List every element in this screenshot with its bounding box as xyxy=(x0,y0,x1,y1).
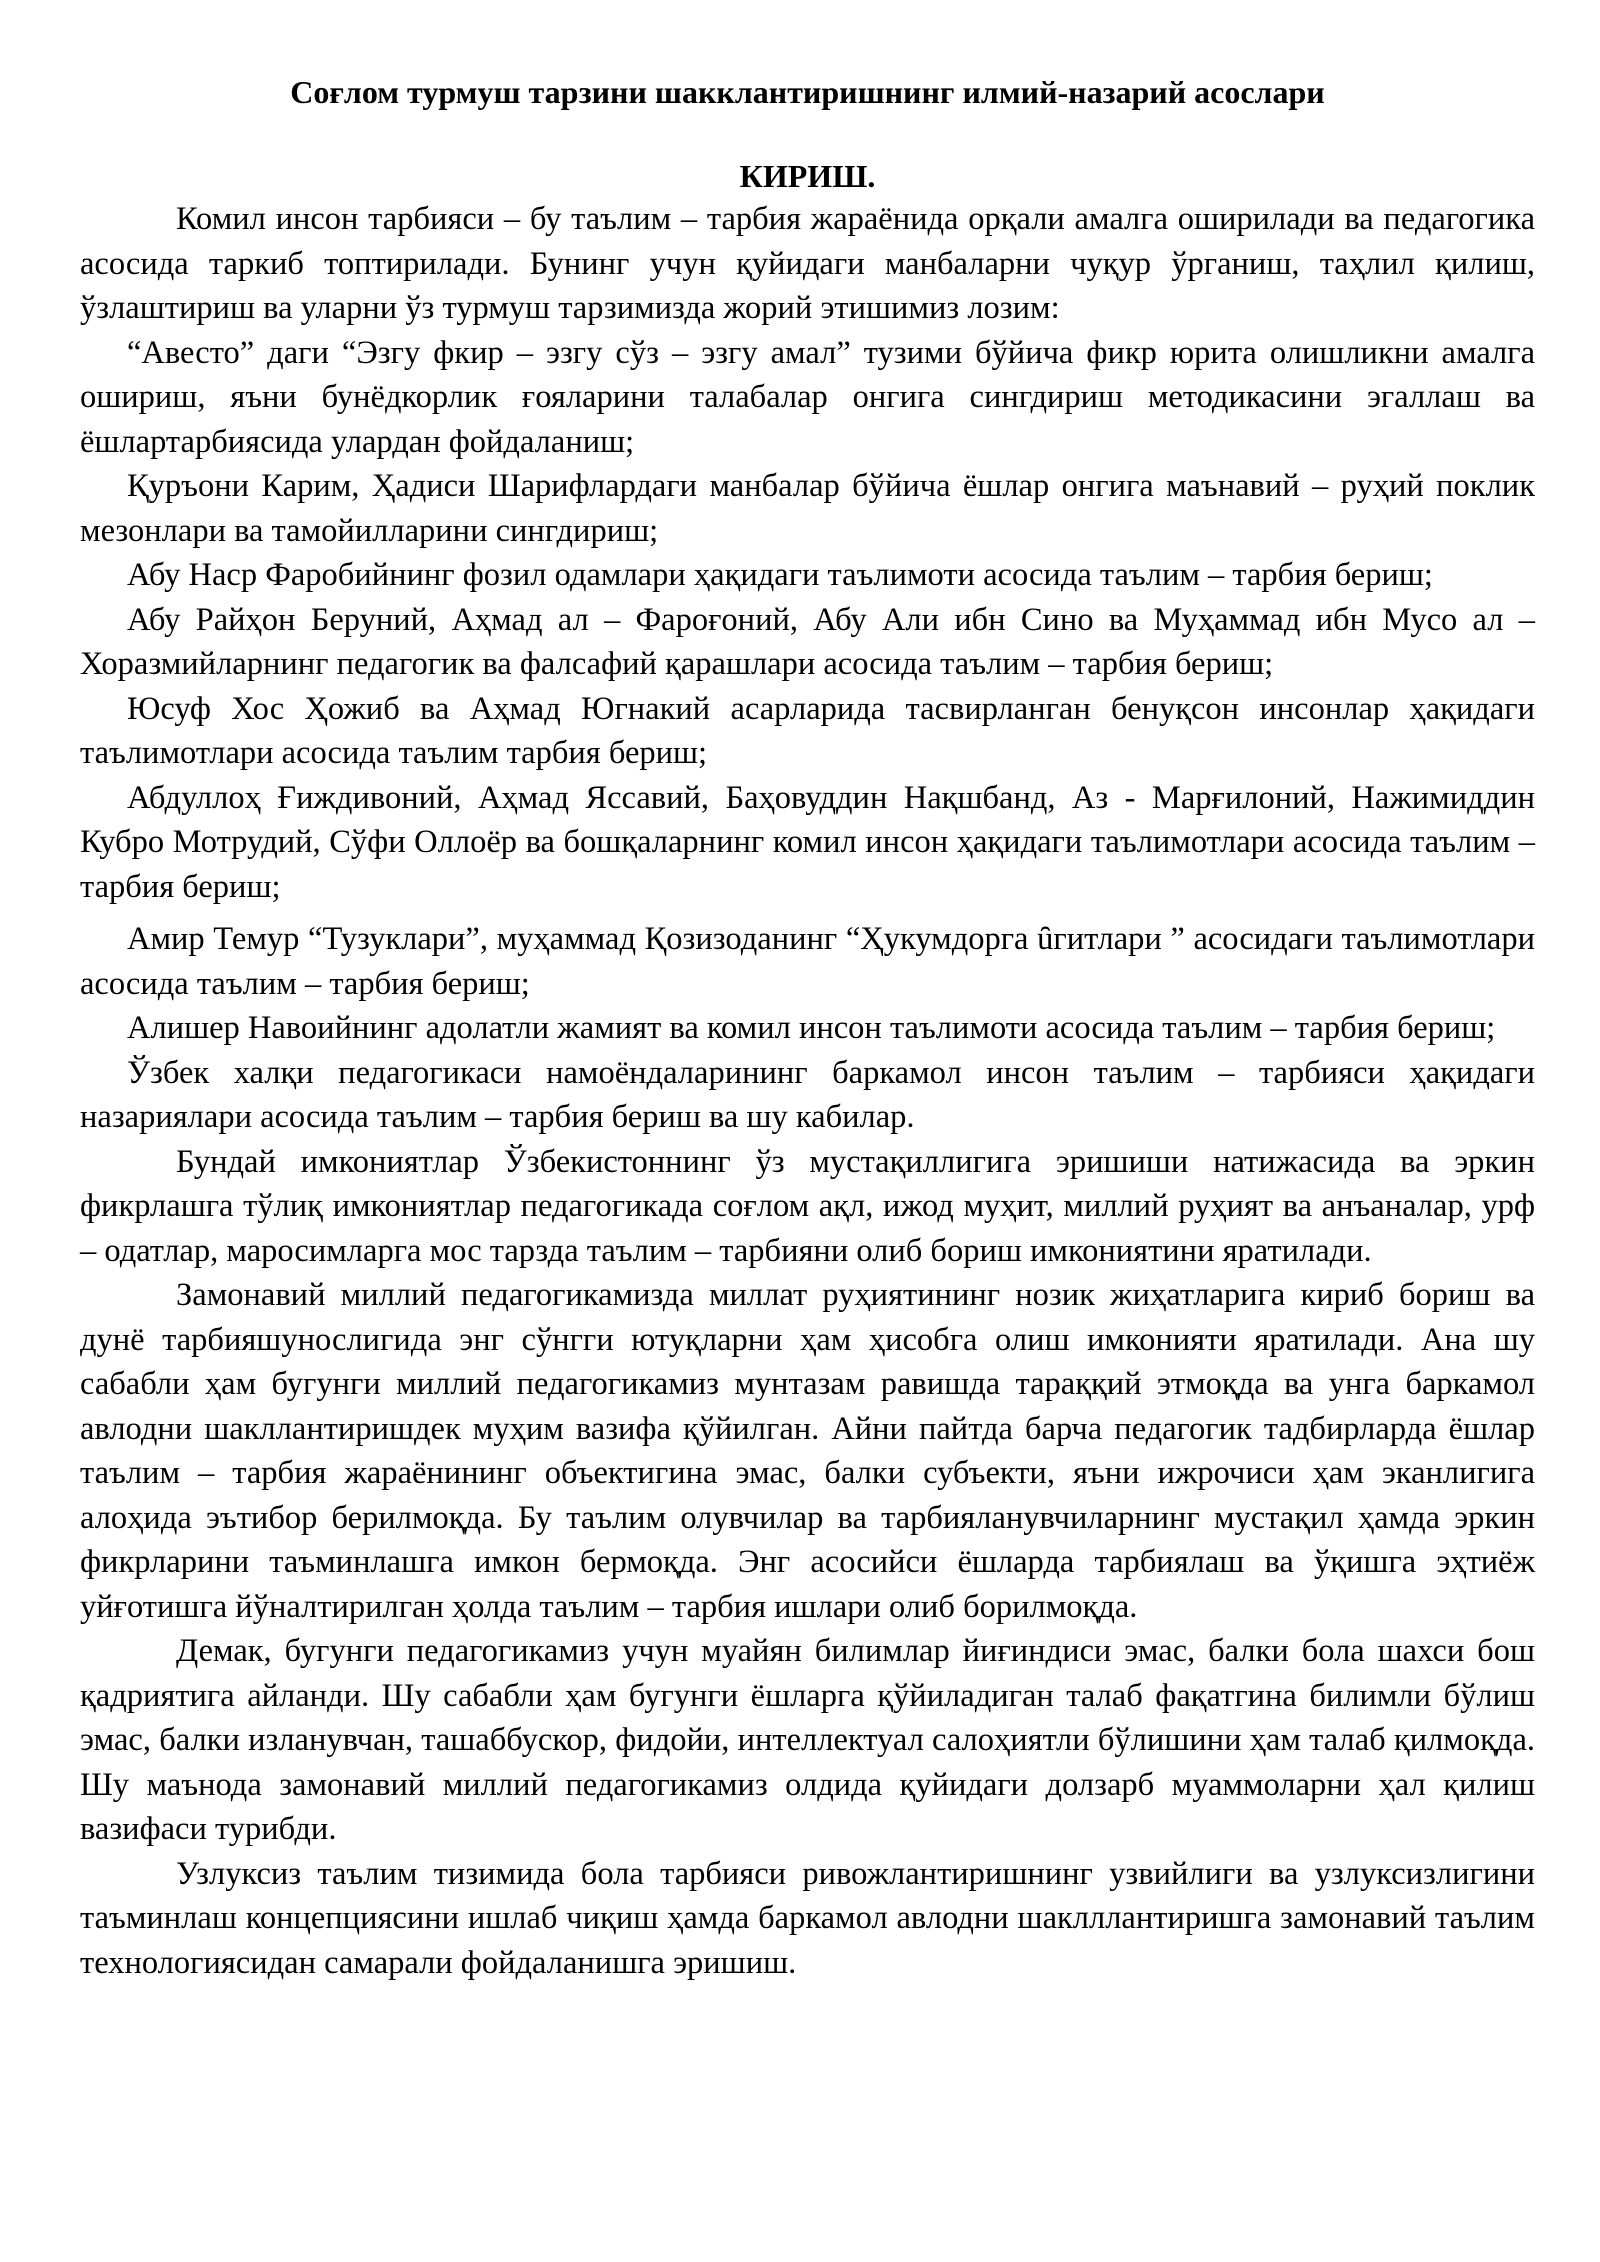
body-paragraph: Демак, бугунги педагогикамиз учун муайян билимлар йиғиндиси эмас, балки бола шахси бош қадриятига айланди. Шу сабабли ҳам бугунги ёшларга қўйиладиган талаб фақатгина билимли бўлиш эмас, балки изланувчан, ташаббускор, фидойи, интеллектуал салоҳиятли бўлишини ҳам талаб қилмоқда. Шу маънода замонавий миллий педагогикамиз олдида қуйидаги долзарб муаммоларни ҳал қилиш вазифаси турибди. xyxy=(80,1633,1535,1847)
list-item: Абу Райҳон Беруний, Аҳмад ал – Фароғоний, Абу Али ибн Сино ва Муҳаммад ибн Мусо ал – Хоразмийларнинг педагогик ва фалсафий қарашлари асосида таълим – тарбия бериш; xyxy=(80,601,1535,682)
list-item: Қуръони Карим, Ҳадиси Шарифлардаги манбалар бўйича ёшлар онгига маънавий – руҳий поклик мезонлари ва тамойилларини сингдириш; xyxy=(80,468,1535,549)
list-item: Алишер Навоийнинг адолатли жамият ва комил инсон таълимоти асосида таълим – тарбия бериш; xyxy=(127,1010,1496,1046)
intro-paragraph: Комил инсон тарбияси – бу таълим – тарбия жараёнида орқали амалга оширилади ва педагогика асосида таркиб топтирилади. Бунинг учун қуйидаги манбаларни чуқур ўрганиш, таҳлил қилиш, ўзлаштириш ва уларни ўз турмуш тарзимизда жорий этишимиз лозим: xyxy=(80,201,1535,326)
body-paragraph: Замонавий миллий педагогикамизда миллат руҳиятининг нозик жиҳатларига кириб бориш ва дунё тарбияшунослигида энг сўнгги ютуқларни ҳам ҳисобга олиш имконияти яратилади. Ана шу сабабли ҳам бугунги миллий педагогикамиз мунтазам равишда тараққий этмоқда ва унга баркамол авлодни шакллантиришдек муҳим вазифа қўйилган. Айни пайтда барча педагогик тадбирларда ёшлар таълим – тарбия жараёнининг объектигина эмас, балки субъекти, яъни ижрочиси ҳам эканлигига алоҳида эътибор берилмоқда. Бу таълим олувчилар ва тарбияланувчиларнинг мустақил ҳамда эркин фикрларини таъминлашга имкон бермоқда. Энг асосийси ёшларда тарбиялаш ва ўқишга эҳтиёж уйғотишга йўналтирилган ҳолда таълим – тарбия ишлари олиб борилмоқда. xyxy=(80,1277,1535,1625)
section-heading: КИРИШ. xyxy=(739,158,876,194)
body-paragraph: Узлуксиз таълим тизимида бола тарбияси ривожлантиришнинг узвийлиги ва узлуксизлигини таъминлаш концепциясини ишлаб чиқиш ҳамда баркамол авлодни шаклллантиришга замонавий таълим технологиясидан самарали фойдаланишга эришиш. xyxy=(80,1855,1535,1981)
body-paragraph: Бундай имкониятлар Ўзбекистоннинг ўз мустақиллигига эришиши натижасида ва эркин фикрлашга тўлиқ имкониятлар педагогикада соғлом ақл, ижод муҳит, миллий руҳият ва анъаналар, урф – одатлар, маросимларга мос тарзда таълим – тарбияни олиб бориш имкониятини яратилади. xyxy=(80,1143,1535,1269)
list-item: Амир Темур “Тузуклари”, муҳаммад Қозизоданинг “Ҳукумдорга ȗгитлари ” асосидаги таълимотлари асосида таълим – тарбия бериш; xyxy=(80,921,1535,1002)
list-item: Абу Наср Фаробийнинг фозил одамлари ҳақидаги таълимоти асосида таълим – тарбия бериш; xyxy=(127,557,1433,593)
document-page xyxy=(80,70,1535,1985)
source-list xyxy=(80,331,1535,1140)
list-item: Абдуллоҳ Ғиждивоний, Аҳмад Яссавий, Баҳовуддин Нақшбанд, Аз - Марғилоний, Нажимиддин Кубро Мотрудий, Сўфи Оллоёр ва бошқаларнинг комил инсон ҳақидаги таълимотлари асосида таълим – тарбия бериш; xyxy=(80,779,1535,905)
list-item: Юсуф Хос Ҳожиб ва Аҳмад Югнакий асарларида тасвирланган бенуқсон инсонлар ҳақидаги таълимотлари асосида таълим тарбия бериш; xyxy=(80,690,1535,771)
list-item: Ўзбек халқи педагогикаси намоёндаларининг баркамол инсон таълим – тарбияси ҳақидаги назариялари асосида таълим – тарбия бериш ва шу кабилар. xyxy=(80,1054,1535,1135)
list-item: “Авесто” даги “Эзгу фкир – эзгу сўз – эзгу амал” тузими бўйича фикр юрита олишликни амалга ошириш, яъни бунёдкорлик ғояларини талабалар онгига сингдириш методикасини эгаллаш ва ёшлартарбиясида улардан фойдаланиш; xyxy=(80,334,1535,460)
document-title: Соғлом турмуш тарзини шакклантиришнинг илмий-назарий асослари xyxy=(290,74,1325,110)
